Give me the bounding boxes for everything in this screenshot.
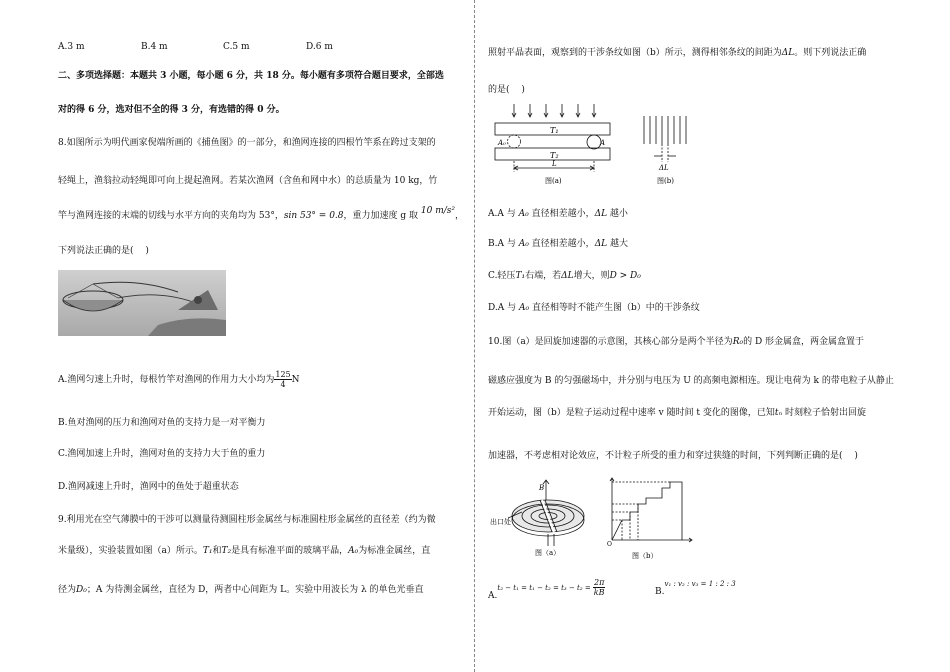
column-divider (474, 0, 475, 672)
q10-line2: 磁感应强度为 B 的匀强磁场中，并分别与电压为 U 的高频电源相连。现让电荷为 k 的带电粒子从静止 (488, 376, 894, 386)
q9-option-a: A.A 与 A₀ 直径相差越小，ΔL 越小 (488, 209, 628, 219)
q8-sin: sin 53° = 0.8 (283, 211, 344, 221)
cyclotron-figure (488, 478, 598, 558)
fig-a-caption: 图(a) (545, 177, 562, 185)
fig-b-caption: 图(b) (657, 177, 674, 185)
q9-line2: 米量级），实验装置如图（a）所示。T₁和T₂是具有标准平面的玻璃平晶，A₀为标准金属丝，直 (58, 546, 431, 556)
q8-option-c: C.渔网加速上升时，渔网对鱼的支持力大于鱼的重力 (58, 449, 266, 459)
fig-label-t2: T₂ (550, 151, 559, 160)
section-header-line1: 二、多项选择题：本题共 3 小题，每小题 6 分，共 18 分。每小题有多项符合题目要求，全部选 (58, 71, 444, 81)
q10-line1: 10.图（a）是回旋加速器的示意图，其核心部分是两个半径为R₀的 D 形金属盒，两金属盒置于 (488, 337, 865, 347)
q8-option-a: A.渔网匀速上升时，每根竹竿对渔网的作用力大小均为 $\frac{125}{4}$ N (58, 370, 300, 389)
q9-right-line2: 的是( ) (488, 85, 525, 95)
q8-mass: 10 kg (393, 176, 420, 186)
fringe-pattern-figure (640, 114, 700, 186)
q8-line4: 下列说法正确的是( ) (58, 246, 149, 256)
q10-fraction: $\frac{2\pi}{kB}$ (593, 578, 605, 597)
fig-label-l: L (552, 160, 557, 168)
q8-line3: 竿与渔网连接的末端的切线与水平方向的夹角均为 53°，sin 53° = 0.8，重力加速度 g 取 10 m/s²， (58, 206, 464, 221)
q10-fig-a-caption: 图（a） (535, 549, 561, 557)
prev-option-a: A.3 m (58, 42, 85, 52)
q8-option-b: B.鱼对渔网的压力和渔网对鱼的支持力是一对平衡力 (58, 418, 266, 428)
prev-option-d: D.6 m (306, 42, 333, 52)
q9-right-line1: 照射平晶表面，观察到的干涉条纹如图（b）所示，测得相邻条纹的间距为ΔL。则下列说法正确 (488, 48, 867, 58)
q9-line3: 径为D₀；A 为待测金属丝，直径为 D，两者中心间距为 L。实验中用波长为 λ 的单色光垂直 (58, 585, 424, 595)
q8-g: 10 m/s² (420, 206, 455, 216)
interference-setup-figure (490, 104, 620, 186)
fig-label-exit: 出口处 (490, 518, 511, 526)
q8-fraction: $\frac{125}{4}$ (275, 370, 291, 389)
q10-option-a: A.t₂ − t₁ = t₁ − t₂ = t₃ − t₂ = $\frac{2\pi}{kB}$ (488, 578, 605, 601)
prev-option-c: C.5 m (223, 42, 250, 52)
q8-line1: 8.如图所示为明代画家倪端所画的《捕鱼图》的一部分，和渔网连接的四根竹竿系在跨过支架的 (58, 138, 436, 148)
q8-line2: 轻绳上，渔翁拉动轻绳即可向上提起渔网。若某次渔网（含鱼和网中水）的总质量为 10 kg，竹 (58, 176, 438, 186)
svg-text:O: O (607, 541, 612, 548)
q10-option-b: B.v₁ : v₂ : v₃ = 1 : 2 : 3 (655, 580, 736, 597)
fig-label-t1: T₁ (550, 126, 559, 135)
fig-label-a0: A₀ (498, 139, 506, 147)
q10-fig-b-caption: 图（b） (632, 552, 658, 560)
section-header-line2: 对的得 6 分，选对但不全的得 3 分，有选错的得 0 分。 (58, 105, 285, 115)
prev-option-b: B.4 m (141, 42, 168, 52)
q9-option-b: B.A 与 A₀ 直径相差越小，ΔL 越大 (488, 239, 629, 249)
q8-option-d: D.渔网减速上升时，渔网中的鱼处于超重状态 (58, 482, 239, 492)
q9-option-d: D.A 与 A₀ 直径相等时不能产生图（b）中的干涉条纹 (488, 303, 700, 313)
q10-line4: 加速器，不考虑相对论效应，不计粒子所受的重力和穿过狭缝的时间，下列判断正确的是( ) (488, 451, 858, 461)
q10-line3: 开始运动，图（b）是粒子运动过程中速率 v 随时间 t 变化的图像，已知tₙ 时刻粒子恰射出回旋 (488, 408, 867, 418)
velocity-time-figure (600, 476, 696, 560)
q9-line1: 9.利用光在空气薄膜中的干涉可以测量待测圆柱形金属丝与标准圆柱形金属丝的直径差（约为微 (58, 515, 436, 525)
fishing-painting-figure (58, 270, 226, 336)
q9-option-c: C.轻压T₁右端，若ΔL增大，则D > D₀ (488, 271, 641, 281)
fig-label-dl: ΔL (659, 164, 669, 172)
fig-label-a: A (600, 139, 606, 147)
fig-label-b: B (539, 484, 545, 492)
